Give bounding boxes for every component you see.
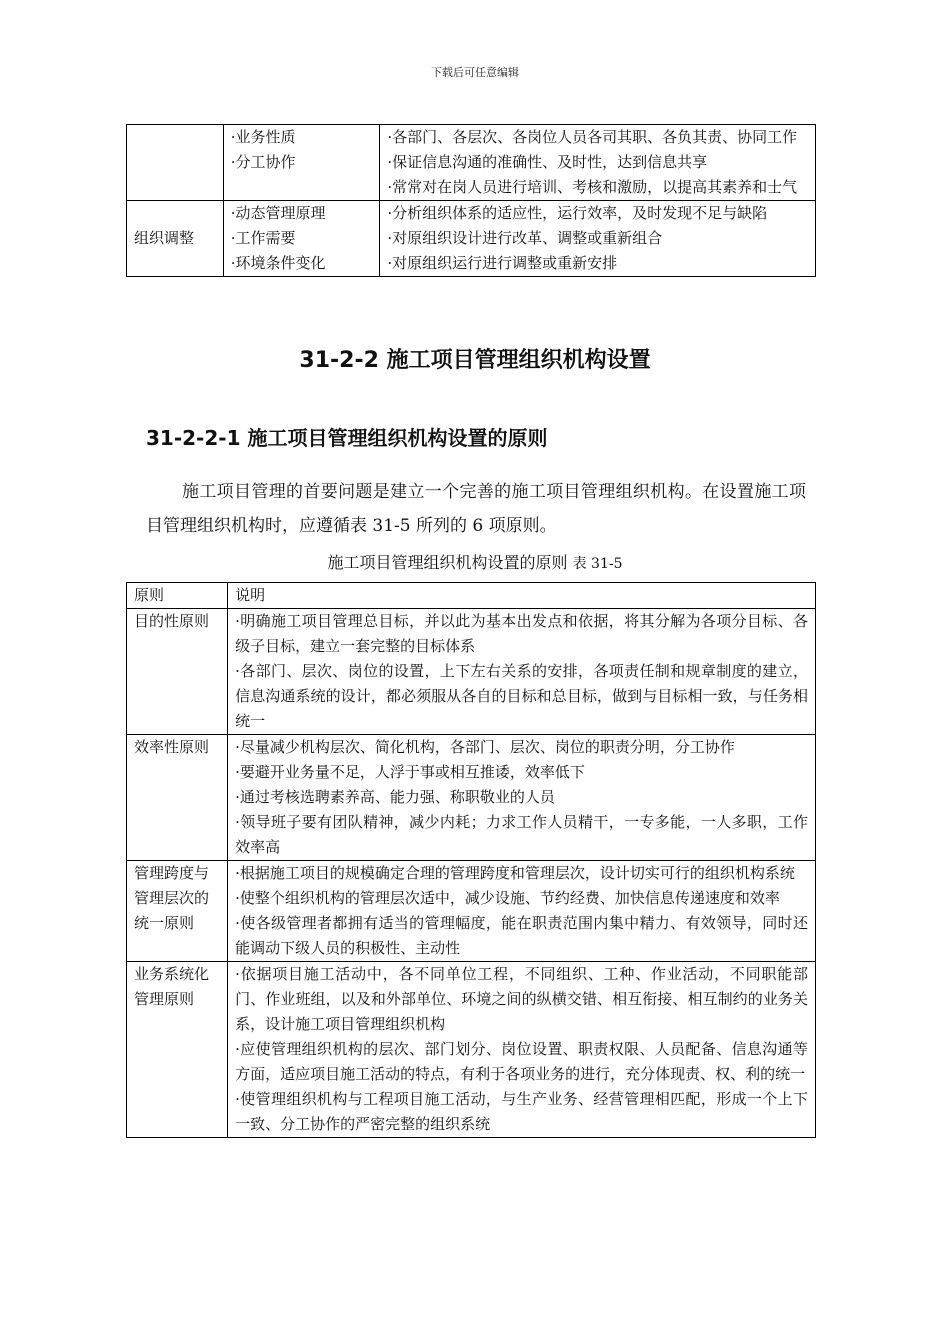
body-paragraph: 施工项目管理的首要问题是建立一个完善的施工项目管理组织机构。在设置施工项目管理组织机构时，应遵循表 31-5 所列的 6 项原则。: [146, 482, 806, 536]
section-title: 31-2-2 施工项目管理组织机构设置: [299, 348, 651, 373]
list-item: ·应使管理组织机构的层次、部门划分、岗位设置、职责权限、人员配备、信息沟通等方面，适应项目施工活动的特点，有利于各项业务的进行，充分体现责、权、利的统一: [235, 1040, 808, 1083]
list-item: ·各部门、层次、岗位的设置，上下左右关系的安排，各项责任制和规章制度的建立，信息沟通系统的设计，都必须服从各自的目标和总目标，做到与目标相一致，与任务相统一: [235, 662, 808, 730]
table-cell-principle: 业务系统化管理原则: [127, 962, 228, 1138]
table-cell-content: [380, 125, 816, 201]
table-cell-description: [228, 735, 816, 861]
table-cell-content: [380, 201, 816, 277]
table-row: [127, 201, 816, 277]
subsection-title: 31-2-2-1 施工项目管理组织机构设置的原则: [146, 426, 548, 450]
table-row: [127, 609, 816, 735]
list-item: ·尽量减少机构层次、简化机构，各部门、层次、岗位的职责分明，分工协作: [235, 738, 735, 756]
table-cell-principle: 管理跨度与管理层次的统一原则: [127, 861, 228, 962]
table-cell-category: [127, 125, 224, 201]
list-item: ·使各级管理者都拥有适当的管理幅度，能在职责范围内集中精力、有效领导，同时还能调动下级人员的积极性、主动性: [235, 914, 808, 957]
list-item: ·对原组织设计进行改革、调整或重新组合: [387, 229, 663, 247]
table-cell-basis: [223, 125, 380, 201]
list-item: ·通过考核选聘素养高、能力强、称职敬业的人员: [235, 788, 555, 806]
table-cell-description: [228, 609, 816, 735]
table-cell-description: [228, 861, 816, 962]
list-item: ·对原组织运行进行调整或重新安排: [387, 254, 618, 272]
table-cell-description: [228, 962, 816, 1138]
list-item: ·保证信息沟通的准确性、及时性，达到信息共享: [387, 153, 708, 171]
list-item: ·工作需要: [230, 229, 296, 247]
list-item: ·各部门、各层次、各岗位人员各司其职、各负其责、协同工作: [387, 128, 798, 146]
list-item: ·环境条件变化: [230, 254, 326, 272]
list-item: ·分工协作: [230, 153, 296, 171]
table-cell-basis: [223, 201, 380, 277]
list-item: ·常常对在岗人员进行培训、考核和激励，以提高其素养和士气: [387, 178, 798, 196]
table-row: [127, 861, 816, 962]
table-header-row: [127, 583, 816, 609]
table-row: [127, 125, 816, 201]
caption-table-number: 表 31-5: [572, 556, 623, 572]
list-item: ·使整个组织机构的管理层次适中，减少设施、节约经费、加快信息传递速度和效率: [235, 889, 780, 907]
list-item: ·要避开业务量不足，人浮于事或相互推诿，效率低下: [235, 763, 585, 781]
list-item: ·明确施工项目管理总目标，并以此为基本出发点和依据，将其分解为各项分目标、各级子目标，建立一套完整的目标体系: [235, 612, 808, 655]
table-row: [127, 962, 816, 1138]
list-item: ·业务性质: [230, 128, 296, 146]
table-cell-principle: 效率性原则: [127, 735, 228, 861]
table-header-principle: 原则: [127, 583, 228, 609]
principles-table: [126, 582, 816, 1138]
list-item: ·领导班子要有团队精神，减少内耗；力求工作人员精干，一专多能，一人多职，工作效率高: [235, 813, 808, 856]
table-header-description: 说明: [228, 583, 816, 609]
caption-title: 施工项目管理组织机构设置的原则: [327, 553, 568, 572]
table-row: [127, 735, 816, 861]
list-item: ·使管理组织机构与工程项目施工活动，与生产业务、经营管理相匹配，形成一个上下一致、分工协作的严密完整的组织系统: [235, 1090, 808, 1133]
list-item: ·动态管理原理: [230, 204, 326, 222]
list-item: ·分析组织体系的适应性，运行效率，及时发现不足与缺陷: [387, 204, 768, 222]
list-item: ·根据施工项目的规模确定合理的管理跨度和管理层次，设计切实可行的组织机构系统: [235, 864, 795, 882]
table-caption: [0, 550, 950, 573]
page-header: 下载后可任意编辑: [431, 66, 519, 79]
list-item: ·依据项目施工活动中，各不同单位工程，不同组织、工种、作业活动，不同职能部门、作业班组，以及和外部单位、环境之间的纵横交错、相互衔接、相互制约的业务关系，设计施工项目管理组织机构: [235, 965, 808, 1033]
table-cell-category: 组织调整: [127, 201, 224, 277]
table-cell-principle: 目的性原则: [127, 609, 228, 735]
continuation-table: [126, 124, 816, 277]
